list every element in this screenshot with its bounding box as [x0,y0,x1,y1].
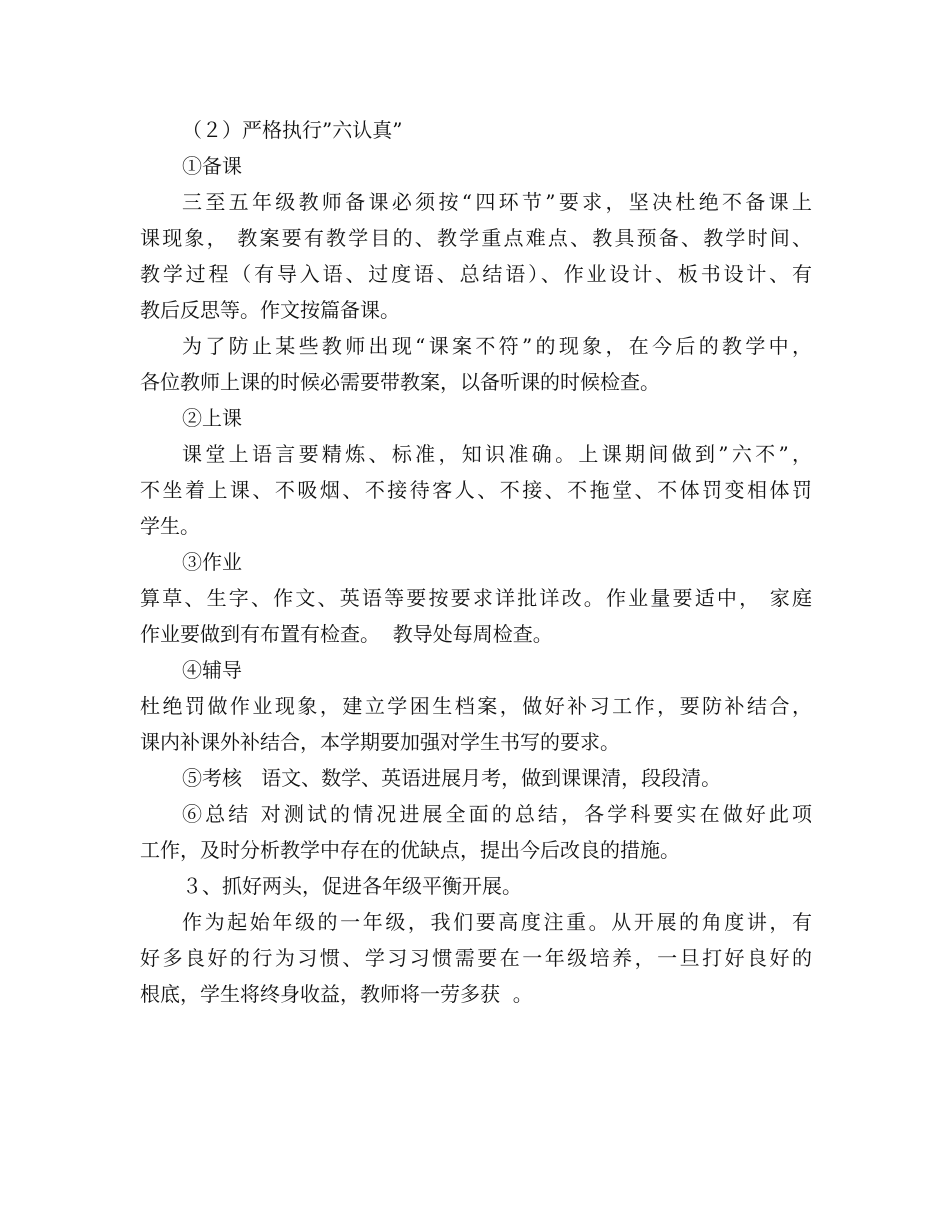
text-line: ②上课 [182,406,242,430]
text-line: 教学过程（有导入语、过度语、总结语）、作业设计、板书设计、有 [140,262,812,286]
text-line: ①备课 [182,154,242,178]
text-line: 作为起始年级的一年级，我们要高度注重。从开展的角度讲，有 [182,910,812,934]
text-line: 不坐着上课、不吸烟、不接待客人、不接、不拖堂、不体罚变相体罚 [140,478,812,502]
text-line: 根底，学生将终身收益，教师将一劳多获 。 [140,982,533,1006]
text-line: 算草、生字、作文、英语等要按要求详批详改。作业量要适中， 家庭 [140,586,812,610]
text-line: 各位教师上课的时候必需要带教案，以备听课的时候检查。 [140,370,660,394]
document-body [140,112,812,1012]
text-line: 教后反思等。作文按篇备课。 [140,298,400,322]
text-line: 为了防止某些教师出现“课案不符”的现象，在今后的教学中， [182,334,812,358]
text-line: 杜绝罚做作业现象，建立学困生档案，做好补习工作，要防补结合， [140,694,812,718]
text-line: ④辅导 [182,658,242,682]
text-line: ③作业 [182,550,242,574]
text-line: 工作，及时分析教学中存在的优缺点，提出今后改良的措施。 [140,838,680,862]
text-line: 作业要做到有布置有检查。 教导处每周检查。 [140,622,553,646]
text-line: 学生。 [140,514,200,538]
text-line: ⑥总结 对测试的情况进展全面的总结，各学科要实在做好此项 [182,802,812,826]
text-line: ３、抓好两头，促进各年级平衡开展。 [182,874,522,898]
text-line: 好多良好的行为习惯、学习习惯需要在一年级培养，一旦打好良好的 [140,946,812,970]
text-line: 课现象， 教案要有教学目的、教学重点难点、教具预备、教学时间、 [140,226,812,250]
text-line: （２）严格执行”六认真” [182,118,403,142]
text-line: 三至五年级教师备课必须按“四环节”要求，坚决杜绝不备课上 [182,190,812,214]
text-line: ⑤考核 语文、数学、英语进展月考，做到课课清，段段清。 [182,766,722,790]
text-line: 课内补课外补结合，本学期要加强对学生书写的要求。 [140,730,620,754]
text-line: 课堂上语言要精炼、标准，知识准确。上课期间做到”六不”， [182,442,812,466]
